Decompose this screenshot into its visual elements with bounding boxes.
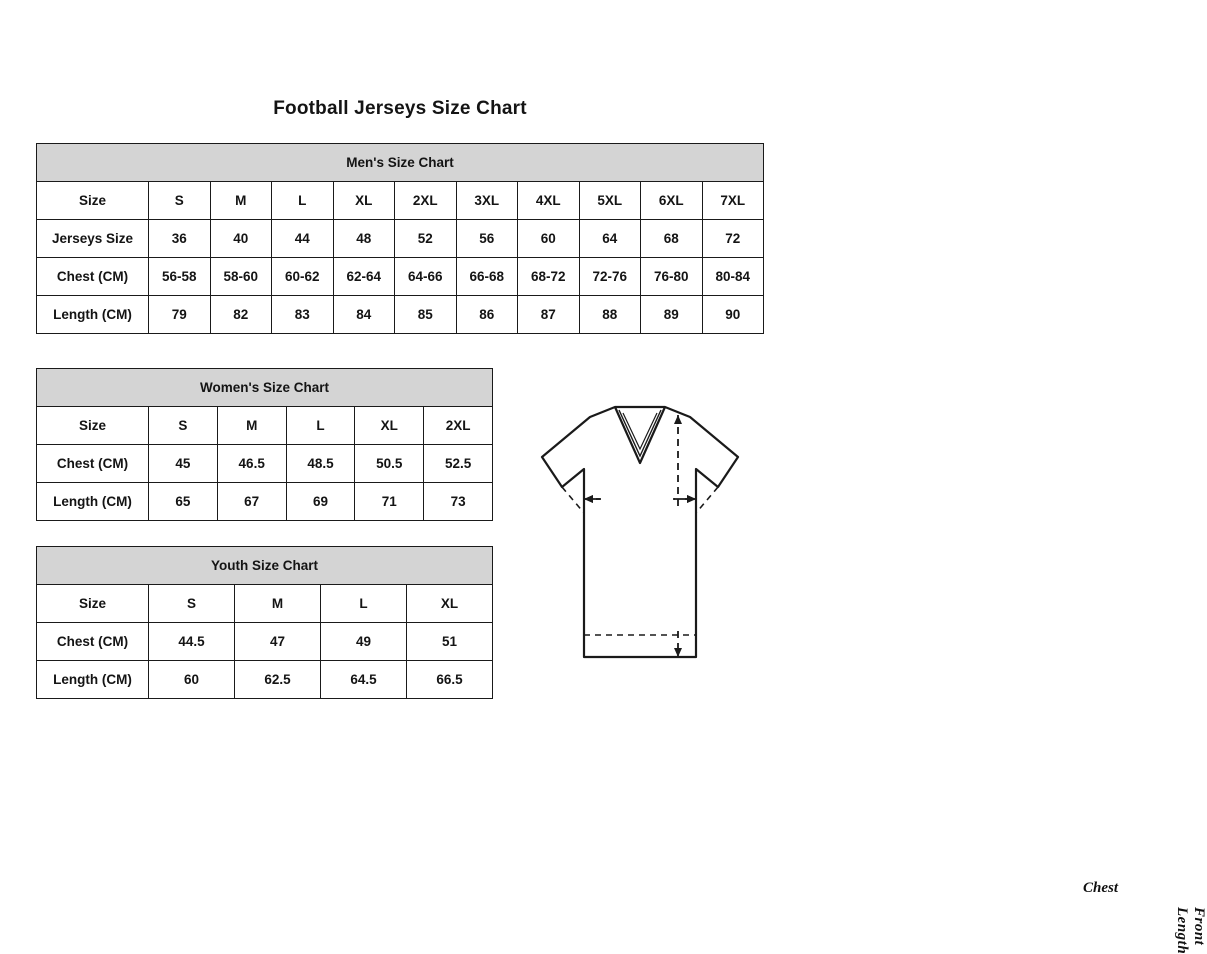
table-row: [37, 445, 493, 483]
cell: 7XL: [702, 182, 764, 220]
cell: 73: [424, 483, 493, 521]
row-label: Size: [37, 585, 149, 623]
cell: 88: [579, 296, 641, 334]
cell: 85: [395, 296, 457, 334]
womens-size-chart: [36, 368, 492, 521]
cell: M: [217, 407, 286, 445]
cell: 45: [149, 445, 218, 483]
cell: 58-60: [210, 258, 272, 296]
table-header-row: [37, 369, 493, 407]
youth-size-chart: [36, 546, 492, 699]
cell: 71: [355, 483, 424, 521]
cell: 48: [333, 220, 395, 258]
table-row: [37, 623, 493, 661]
cell: 36: [149, 220, 211, 258]
cell: 84: [333, 296, 395, 334]
cell: L: [321, 585, 407, 623]
cell: XL: [407, 585, 493, 623]
cell: L: [272, 182, 334, 220]
cell: 83: [272, 296, 334, 334]
cell: 2XL: [424, 407, 493, 445]
cell: 51: [407, 623, 493, 661]
cell: 66-68: [456, 258, 518, 296]
cell: 89: [641, 296, 703, 334]
cell: 86: [456, 296, 518, 334]
cell: S: [149, 407, 218, 445]
mens-size-table: [36, 143, 764, 334]
cell: 56-58: [149, 258, 211, 296]
cell: 72: [702, 220, 764, 258]
row-label: Length (CM): [37, 661, 149, 699]
youth-size-table: [36, 546, 493, 699]
cell: 68-72: [518, 258, 580, 296]
cell: 60: [149, 661, 235, 699]
cell: 82: [210, 296, 272, 334]
cell: 72-76: [579, 258, 641, 296]
row-label: Size: [37, 407, 149, 445]
front-length-measurement-label: Front Length: [1174, 907, 1207, 954]
cell: 60-62: [272, 258, 334, 296]
mens-size-chart: [36, 143, 764, 334]
cell: 64: [579, 220, 641, 258]
cell: 90: [702, 296, 764, 334]
mens-header-cell: Men's Size Chart: [37, 144, 764, 182]
cell: 6XL: [641, 182, 703, 220]
table-row: [37, 585, 493, 623]
row-label: Jerseys Size: [37, 220, 149, 258]
cell: 80-84: [702, 258, 764, 296]
table-row: [37, 407, 493, 445]
cell: 67: [217, 483, 286, 521]
row-label: Chest (CM): [37, 445, 149, 483]
row-label: Chest (CM): [37, 258, 149, 296]
cell: 62-64: [333, 258, 395, 296]
cell: XL: [355, 407, 424, 445]
cell: 44.5: [149, 623, 235, 661]
cell: 3XL: [456, 182, 518, 220]
table-row: [37, 220, 764, 258]
table-row: [37, 483, 493, 521]
cell: 62.5: [235, 661, 321, 699]
table-header-row: [37, 547, 493, 585]
cell: 68: [641, 220, 703, 258]
cell: 46.5: [217, 445, 286, 483]
cell: 69: [286, 483, 355, 521]
table-row: [37, 182, 764, 220]
table-row: [37, 661, 493, 699]
cell: 48.5: [286, 445, 355, 483]
row-label: Length (CM): [37, 296, 149, 334]
cell: 44: [272, 220, 334, 258]
page-title: Football Jerseys Size Chart: [273, 98, 527, 119]
table-row: [37, 296, 764, 334]
cell: L: [286, 407, 355, 445]
cell: 52: [395, 220, 457, 258]
cell: M: [235, 585, 321, 623]
cell: 5XL: [579, 182, 641, 220]
row-label: Length (CM): [37, 483, 149, 521]
cell: S: [149, 585, 235, 623]
cell: 49: [321, 623, 407, 661]
cell: 65: [149, 483, 218, 521]
womens-header-cell: Women's Size Chart: [37, 369, 493, 407]
cell: 50.5: [355, 445, 424, 483]
table-row: [37, 258, 764, 296]
cell: 2XL: [395, 182, 457, 220]
cell: XL: [333, 182, 395, 220]
cell: 47: [235, 623, 321, 661]
row-label: Size: [37, 182, 149, 220]
row-label: Chest (CM): [37, 623, 149, 661]
cell: S: [149, 182, 211, 220]
cell: 64.5: [321, 661, 407, 699]
cell: 52.5: [424, 445, 493, 483]
cell: 56: [456, 220, 518, 258]
youth-header-cell: Youth Size Chart: [37, 547, 493, 585]
cell: 40: [210, 220, 272, 258]
cell: 66.5: [407, 661, 493, 699]
womens-size-table: [36, 368, 493, 521]
cell: M: [210, 182, 272, 220]
chest-measurement-label: Chest: [1083, 880, 1119, 896]
cell: 79: [149, 296, 211, 334]
cell: 4XL: [518, 182, 580, 220]
cell: 60: [518, 220, 580, 258]
table-header-row: [37, 144, 764, 182]
t-shirt-measurement-diagram: [500, 395, 1207, 954]
t-shirt-outline-icon: [500, 395, 780, 695]
cell: 87: [518, 296, 580, 334]
cell: 76-80: [641, 258, 703, 296]
cell: 64-66: [395, 258, 457, 296]
